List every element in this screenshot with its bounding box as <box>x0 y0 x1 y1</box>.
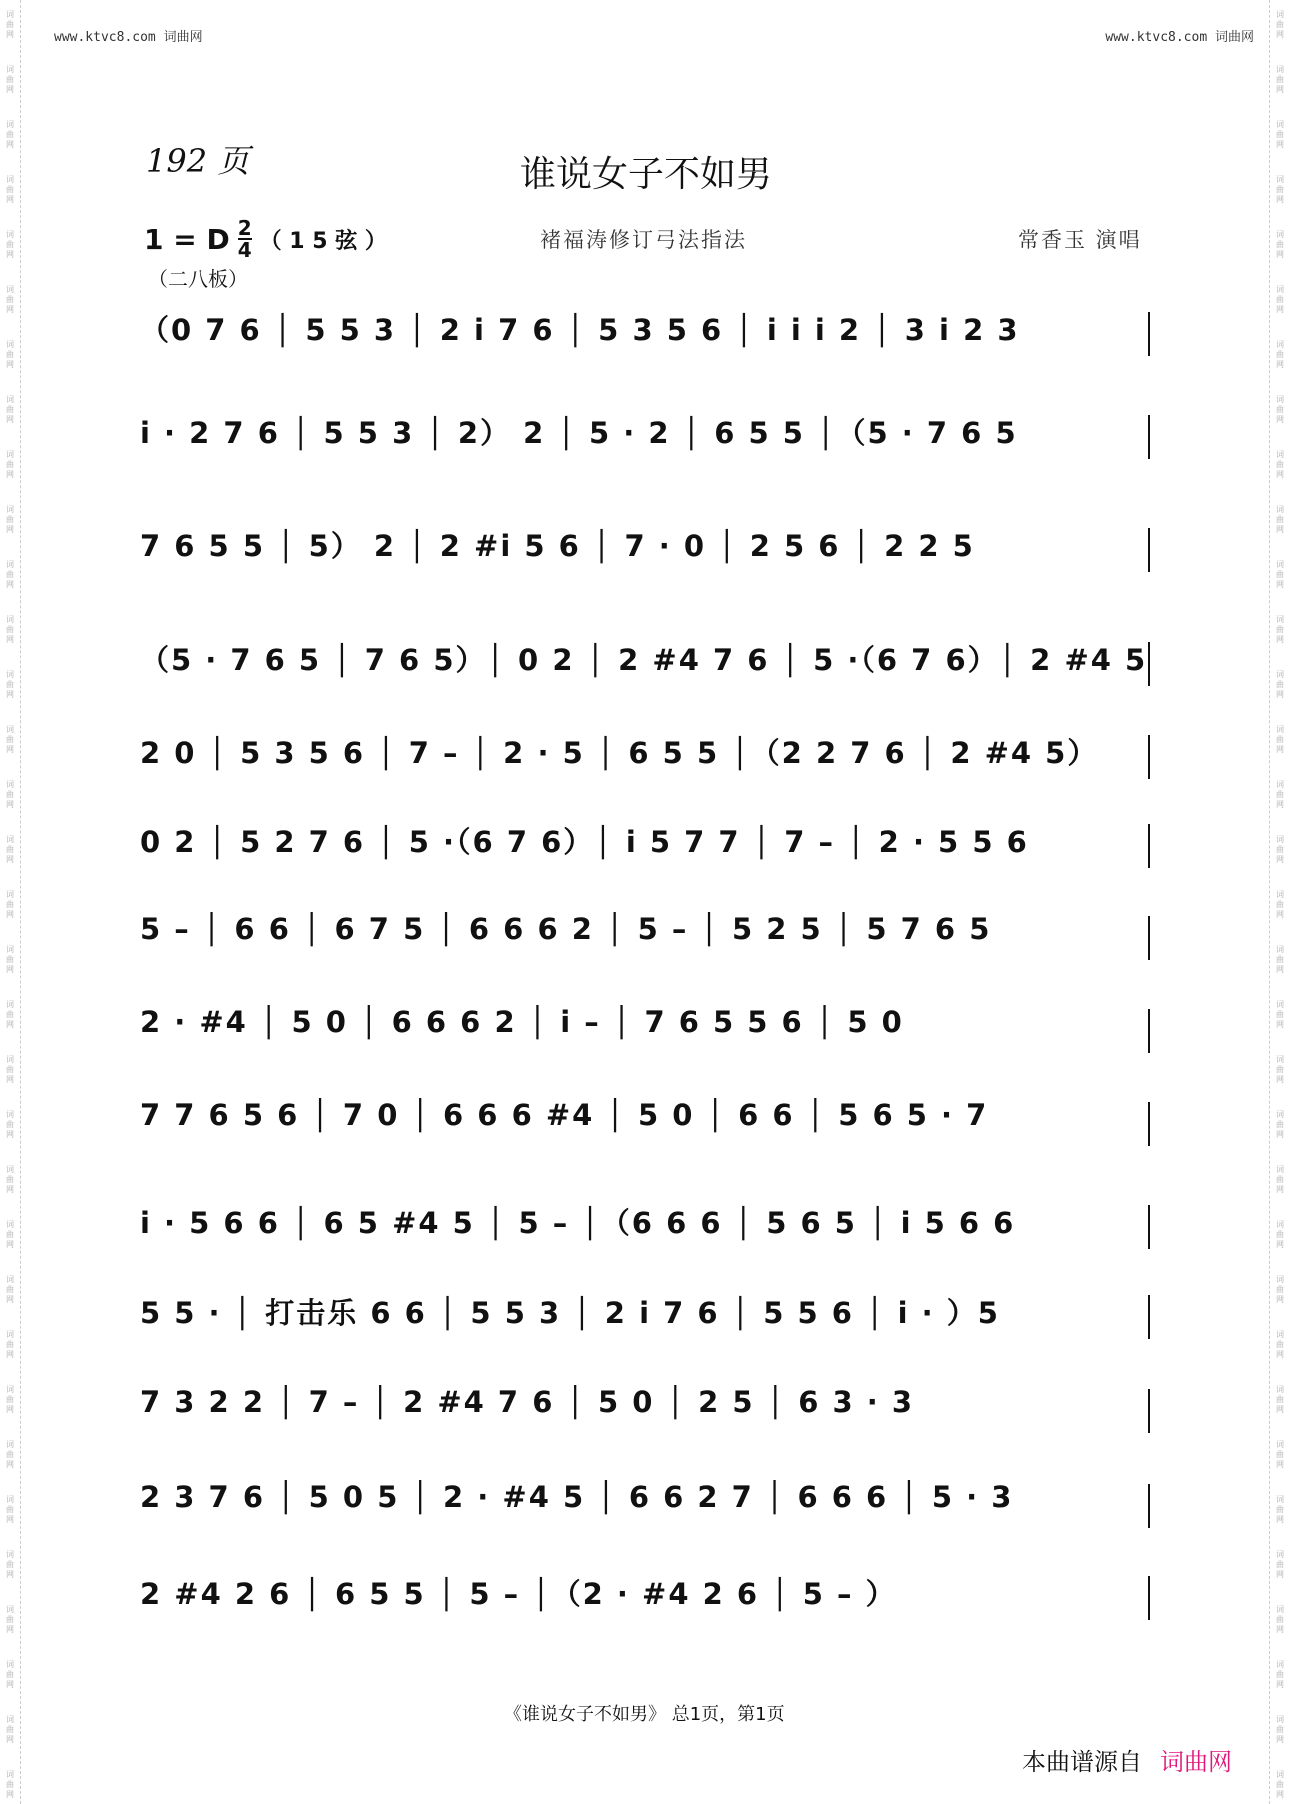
singer-credit: 常香玉 演唱 <box>1018 228 1142 252</box>
watermark-glyph: 词 曲 网 <box>6 1550 14 1579</box>
right-margin-watermark <box>1269 0 1290 1804</box>
key-label: 1 = D <box>144 222 230 256</box>
watermark-glyph: 词 曲 网 <box>1276 1495 1284 1524</box>
watermark-glyph: 词 曲 网 <box>6 285 14 314</box>
source-credit[interactable] <box>1022 1742 1232 1777</box>
left-margin-watermark <box>0 0 21 1804</box>
source-label: 本曲谱源自 <box>1022 1748 1142 1776</box>
watermark-glyph: 词 曲 网 <box>6 1385 14 1414</box>
watermark-glyph: 词 曲 网 <box>1276 1330 1284 1359</box>
watermark-glyph: 词 曲 网 <box>6 1605 14 1634</box>
watermark-glyph: 词 曲 网 <box>6 1055 14 1084</box>
watermark-glyph: 词 曲 网 <box>1276 835 1284 864</box>
watermark-glyph: 词 曲 网 <box>6 175 14 204</box>
watermark-glyph: 词 曲 网 <box>1276 1385 1284 1414</box>
watermark-glyph: 词 曲 网 <box>6 835 14 864</box>
score-line: 7 6 5 5 │ 5） 2 │ 2 #i 5 6 │ 7 · 0 │ 2 5 6 │ 2 2 5 <box>140 524 1150 580</box>
watermark-glyph: 词 曲 网 <box>1276 10 1284 39</box>
watermark-glyph: 词 曲 网 <box>6 670 14 699</box>
watermark-glyph: 词 曲 网 <box>6 1330 14 1359</box>
watermark-glyph: 词 曲 网 <box>1276 945 1284 974</box>
footer-page-info: 《谁说女子不如男》 总1页，第1页 <box>504 1704 785 1725</box>
watermark-glyph: 词 曲 网 <box>1276 1110 1284 1139</box>
score-line: 2 #4 2 6 │ 6 5 5 │ 5 – │（2 · #4 2 6 │ 5 – ） <box>140 1572 1150 1628</box>
score-line: 0 2 │ 5 2 7 6 │ 5 ·（6 7 6）│ i 5 7 7 │ 7 – │ 2 · 5 5 6 <box>140 820 1150 876</box>
score-line: 7 3 2 2 │ 7 – │ 2 #4 7 6 │ 5 0 │ 2 5 │ 6 3 · 3 <box>140 1385 1150 1441</box>
score-line: 2 0 │ 5 3 5 6 │ 7 – │ 2 · 5 │ 6 5 5 │（2 2 7 6 │ 2 #4 5） <box>140 731 1150 787</box>
site-header-right[interactable] <box>1105 26 1254 45</box>
watermark-glyph: 词 曲 网 <box>6 450 14 479</box>
watermark-glyph: 词 曲 网 <box>1276 65 1284 94</box>
watermark-glyph: 词 曲 网 <box>6 1165 14 1194</box>
score-line: （5 · 7 6 5 │ 7 6 5）│ 0 2 │ 2 #4 7 6 │ 5 ·（6 7 6）│ 2 #4 5 <box>140 638 1150 694</box>
string-tuning: （ 1 5 弦 ） <box>259 228 387 254</box>
watermark-glyph: 词 曲 网 <box>6 725 14 754</box>
watermark-glyph: 词 曲 网 <box>6 1495 14 1524</box>
watermark-glyph: 词 曲 网 <box>6 560 14 589</box>
watermark-glyph: 词 曲 网 <box>1276 670 1284 699</box>
watermark-glyph: 词 曲 网 <box>1276 890 1284 919</box>
score-line: 7 7 6 5 6 │ 7 0 │ 6 6 6 #4 │ 5 0 │ 6 6 │ 5 6 5 · 7 <box>140 1098 1150 1154</box>
watermark-glyph: 词 曲 网 <box>6 780 14 809</box>
song-title: 谁说女子不如男 <box>520 154 773 195</box>
watermark-glyph: 词 曲 网 <box>6 1660 14 1689</box>
site-name: 词曲网 <box>163 30 203 45</box>
score-line: i · 2 7 6 │ 5 5 3 │ 2） 2 │ 5 · 2 │ 6 5 5 │（5 · 7 6 5 <box>140 411 1150 467</box>
watermark-glyph: 词 曲 网 <box>6 1770 14 1799</box>
watermark-glyph: 词 曲 网 <box>1276 1165 1284 1194</box>
score-line: i · 5 6 6 │ 6 5 #4 5 │ 5 – │（6 6 6 │ 5 6 5 │ i 5 6 6 <box>140 1201 1150 1257</box>
editor-credit: 褚福涛修订弓法指法 <box>540 228 747 252</box>
watermark-glyph: 词 曲 网 <box>1276 780 1284 809</box>
watermark-glyph: 词 曲 网 <box>1276 1770 1284 1799</box>
time-signature <box>238 218 252 260</box>
watermark-glyph: 词 曲 网 <box>6 1110 14 1139</box>
time-top: 2 <box>237 216 252 240</box>
watermark-glyph: 词 曲 网 <box>6 1715 14 1744</box>
watermark-glyph: 词 曲 网 <box>6 120 14 149</box>
watermark-glyph: 词 曲 网 <box>1276 175 1284 204</box>
score-line: 5 – │ 6 6 │ 6 7 5 │ 6 6 6 2 │ 5 – │ 5 2 5 │ 5 7 6 5 <box>140 912 1150 968</box>
watermark-glyph: 词 曲 网 <box>1276 340 1284 369</box>
watermark-glyph: 词 曲 网 <box>1276 1660 1284 1689</box>
watermark-glyph: 词 曲 网 <box>1276 285 1284 314</box>
watermark-glyph: 词 曲 网 <box>1276 615 1284 644</box>
watermark-glyph: 词 曲 网 <box>6 10 14 39</box>
score-line: 2 · #4 │ 5 0 │ 6 6 6 2 │ i – │ 7 6 5 5 6 │ 5 0 <box>140 1005 1150 1061</box>
watermark-glyph: 词 曲 网 <box>1276 560 1284 589</box>
score-line: 2 3 7 6 │ 5 0 5 │ 2 · #4 5 │ 6 6 2 7 │ 6 6 6 │ 5 · 3 <box>140 1480 1150 1536</box>
watermark-glyph: 词 曲 网 <box>1276 395 1284 424</box>
watermark-glyph: 词 曲 网 <box>6 340 14 369</box>
watermark-glyph: 词 曲 网 <box>1276 1055 1284 1084</box>
site-header-left[interactable] <box>54 26 203 45</box>
watermark-glyph: 词 曲 网 <box>1276 1605 1284 1634</box>
watermark-glyph: 词 曲 网 <box>1276 1000 1284 1029</box>
key-signature <box>144 218 387 260</box>
watermark-glyph: 词 曲 网 <box>1276 230 1284 259</box>
score-line: （0 7 6 │ 5 5 3 │ 2 i 7 6 │ 5 3 5 6 │ i i i 2 │ 3 i 2 3 <box>140 308 1150 364</box>
watermark-glyph: 词 曲 网 <box>6 505 14 534</box>
watermark-glyph: 词 曲 网 <box>6 615 14 644</box>
watermark-glyph: 词 曲 网 <box>6 230 14 259</box>
source-brand-link[interactable]: 词曲网 <box>1160 1748 1232 1776</box>
watermark-glyph: 词 曲 网 <box>1276 1715 1284 1744</box>
watermark-glyph: 词 曲 网 <box>1276 1220 1284 1249</box>
watermark-glyph: 词 曲 网 <box>1276 120 1284 149</box>
watermark-glyph: 词 曲 网 <box>6 1000 14 1029</box>
time-bottom: 4 <box>237 238 252 262</box>
watermark-glyph: 词 曲 网 <box>6 395 14 424</box>
watermark-glyph: 词 曲 网 <box>1276 505 1284 534</box>
watermark-glyph: 词 曲 网 <box>1276 450 1284 479</box>
watermark-glyph: 词 曲 网 <box>6 1275 14 1304</box>
watermark-glyph: 词 曲 网 <box>6 1440 14 1469</box>
site-url: www.ktvc8.com <box>54 30 156 45</box>
watermark-glyph: 词 曲 网 <box>1276 725 1284 754</box>
watermark-glyph: 词 曲 网 <box>6 945 14 974</box>
site-name: 词曲网 <box>1214 30 1254 45</box>
watermark-glyph: 词 曲 网 <box>6 65 14 94</box>
page-number: 192 页 <box>146 142 250 180</box>
score-line: 5 5 · │ 打击乐 6 6 │ 5 5 3 │ 2 i 7 6 │ 5 5 6 │ i · ）5 <box>140 1291 1150 1347</box>
watermark-glyph: 词 曲 网 <box>1276 1440 1284 1469</box>
site-url: www.ktvc8.com <box>1105 30 1208 45</box>
watermark-glyph: 词 曲 网 <box>1276 1550 1284 1579</box>
watermark-glyph: 词 曲 网 <box>6 1220 14 1249</box>
banqiang-label: （二八板） <box>148 267 248 291</box>
watermark-glyph: 词 曲 网 <box>1276 1275 1284 1304</box>
watermark-glyph: 词 曲 网 <box>6 890 14 919</box>
